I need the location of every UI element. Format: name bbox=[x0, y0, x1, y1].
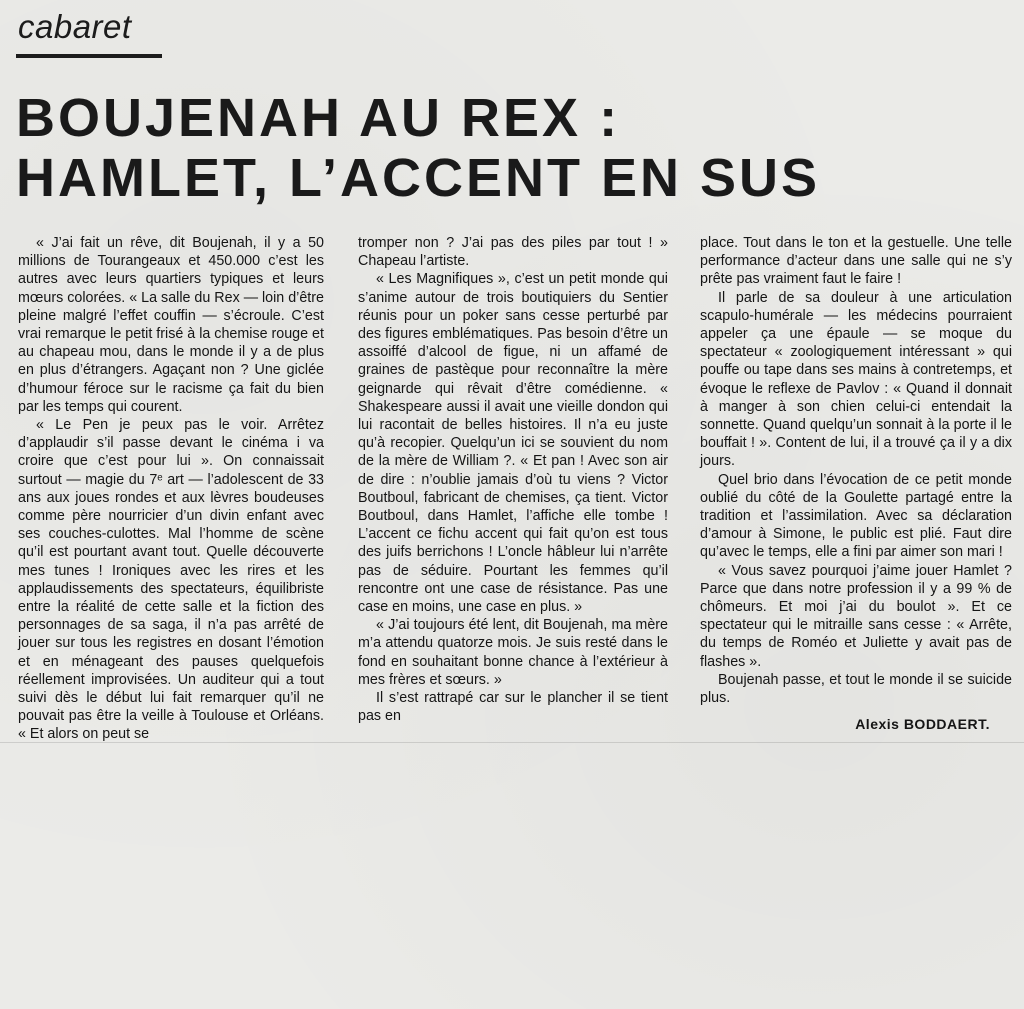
headline-line-1: BOUJENAH AU REX : bbox=[16, 88, 621, 148]
paper-fold-line bbox=[0, 742, 1024, 743]
section-label: cabaret bbox=[18, 8, 132, 45]
paragraph: Boujenah passe, et tout le monde il se suicide plus. bbox=[700, 671, 1012, 707]
article-column-3 bbox=[700, 234, 1012, 733]
headline bbox=[16, 88, 1016, 208]
article-column-1 bbox=[18, 234, 324, 744]
article-column-2 bbox=[358, 234, 668, 725]
section-rule bbox=[16, 54, 162, 58]
paragraph: « J’ai fait un rêve, dit Boujenah, il y a 50 millions de Tourangeaux et 450.000 c’est les autres avec leurs quartiers typiques et leurs mœurs colorées. « La salle du Rex — loin d’être pleine malgré l’effet couffin — s’écroule. C’est vrai remarque le petit frisé à la chemise rouge et au chapeau mou, dans le monde il y a de plus en plus d’étrangers. Agaçant non ? Une giclée d’humour féroce sur le racisme ça fait du bien par les temps qui courent. bbox=[18, 235, 324, 415]
paragraph: tromper non ? J’ai pas des piles par tout ! » Chapeau l’artiste. bbox=[358, 235, 668, 270]
author-signature: Alexis BODDAERT. bbox=[855, 716, 990, 733]
paragraph: place. Tout dans le ton et la gestuelle. Une telle performance d’acteur dans une salle qui ne s’y prête pas vraiment faut le faire ! bbox=[700, 235, 1012, 288]
paragraph: « J’ai toujours été lent, dit Boujenah, ma mère m’a attendu quatorze mois. Je suis resté dans le fond en souhaitant bonne chance à l’extérieur à mes frères et sœurs. » bbox=[358, 617, 668, 688]
paragraph: « Les Magnifiques », c’est un petit monde qui s’anime autour de trois boutiquiers du Sentier réunis pour un poker sans cesse perturbé par des figures emblématiques. Pas besoin d’être un assoiffé d’alcool de figue, ni un affamé de graines de pastèque pour reconnaître la mère geignarde qui rêvait d’être comédienne. « Shakespeare aussi il avait une vieille dondon qui lui racontait de belles histoires. Il n’a eu juste qu’à recopier. Quelqu’un ici se souvient du nom de la mère de William ?. « Et pan ! Avec son air de dire : n’oublie jamais d’où tu viens ? Victor Boutboul, fabricant de chemises, ça tient. Victor Boutboul, dans Hamlet, l’affiche elle tombe ! L’accent ce fichu accent qui fait qu’on est tous des juifs berrichons ! L’oncle hâbleur lui n’arrête pas de séduire. Pourtant les femmes qu’il rencontre ont une case de résistance. Pas une case en moins, une case en plus. » bbox=[358, 271, 668, 616]
paragraph: « Le Pen je peux pas le voir. Arrêtez d’applaudir s’il passe devant le cinéma i va croire que c’est pour lui ». On connaissait surtout — magie du 7ᵉ art — l’adolescent de 33 ans aux joues rondes et aux lèvres boudeuses comme père nourricier d’un divin enfant avec ses couches-culottes. Mal l’homme de scène qu’il est pourtant avant tout. Quelle découverte mes tunes ! Ironiques avec les rires et les applaudissements des spectateurs, équilibriste entre la réalité de cette salle et la fiction des personnages de sa saga, il n’a pas arrêté de jouer sur tous les registres en dosant l’émotion et en ménageant des pauses quelquefois réellement improvisées. Un auditeur qui a tout suivi dès le début lui fait remarquer qu’il ne pouvait pas être la veille à Toulouse et Orléans. « Et alors on peut se bbox=[18, 417, 324, 743]
paragraph: Il s’est rattrapé car sur le plancher il se tient pas en bbox=[358, 690, 668, 725]
headline-line-2: HAMLET, L’ACCENT EN SUS bbox=[16, 148, 821, 208]
paragraph: « Vous savez pourquoi j’aime jouer Hamlet ? Parce que dans notre profession il y a 99 % de chômeurs. Et moi j’ai du boulot ». Et ce spectateur qui le mitraille sans cesse : « Arrête, du temps de Roméo et Juliette y avait pas de flashes ». bbox=[700, 562, 1012, 670]
paragraph: Quel brio dans l’évocation de ce petit monde oublié du côté de la Goulette partagé entre la tradition et l’assimilation. Avec sa déclaration d’amour à Simone, le public est plié. Faut dire qu’avec le temps, elle a fini par aimer son mari ! bbox=[700, 471, 1012, 561]
paragraph: Il parle de sa douleur à une articulation scapulo-humérale — les médecins pourraient appeler ça une épaule — se moque du spectateur « zoologiquement intéressant » qui pouffe ou tape dans ses mains à contretemps, et évoque le reflexe de Pavlov : « Quand il donnait à manger à son chien celui-ci entendait la sonnette. Quand quelqu’un sonnait à la porte il le bouffait ! ». Content de lui, il a trouvé ça il y a dix jours. bbox=[700, 289, 1012, 470]
